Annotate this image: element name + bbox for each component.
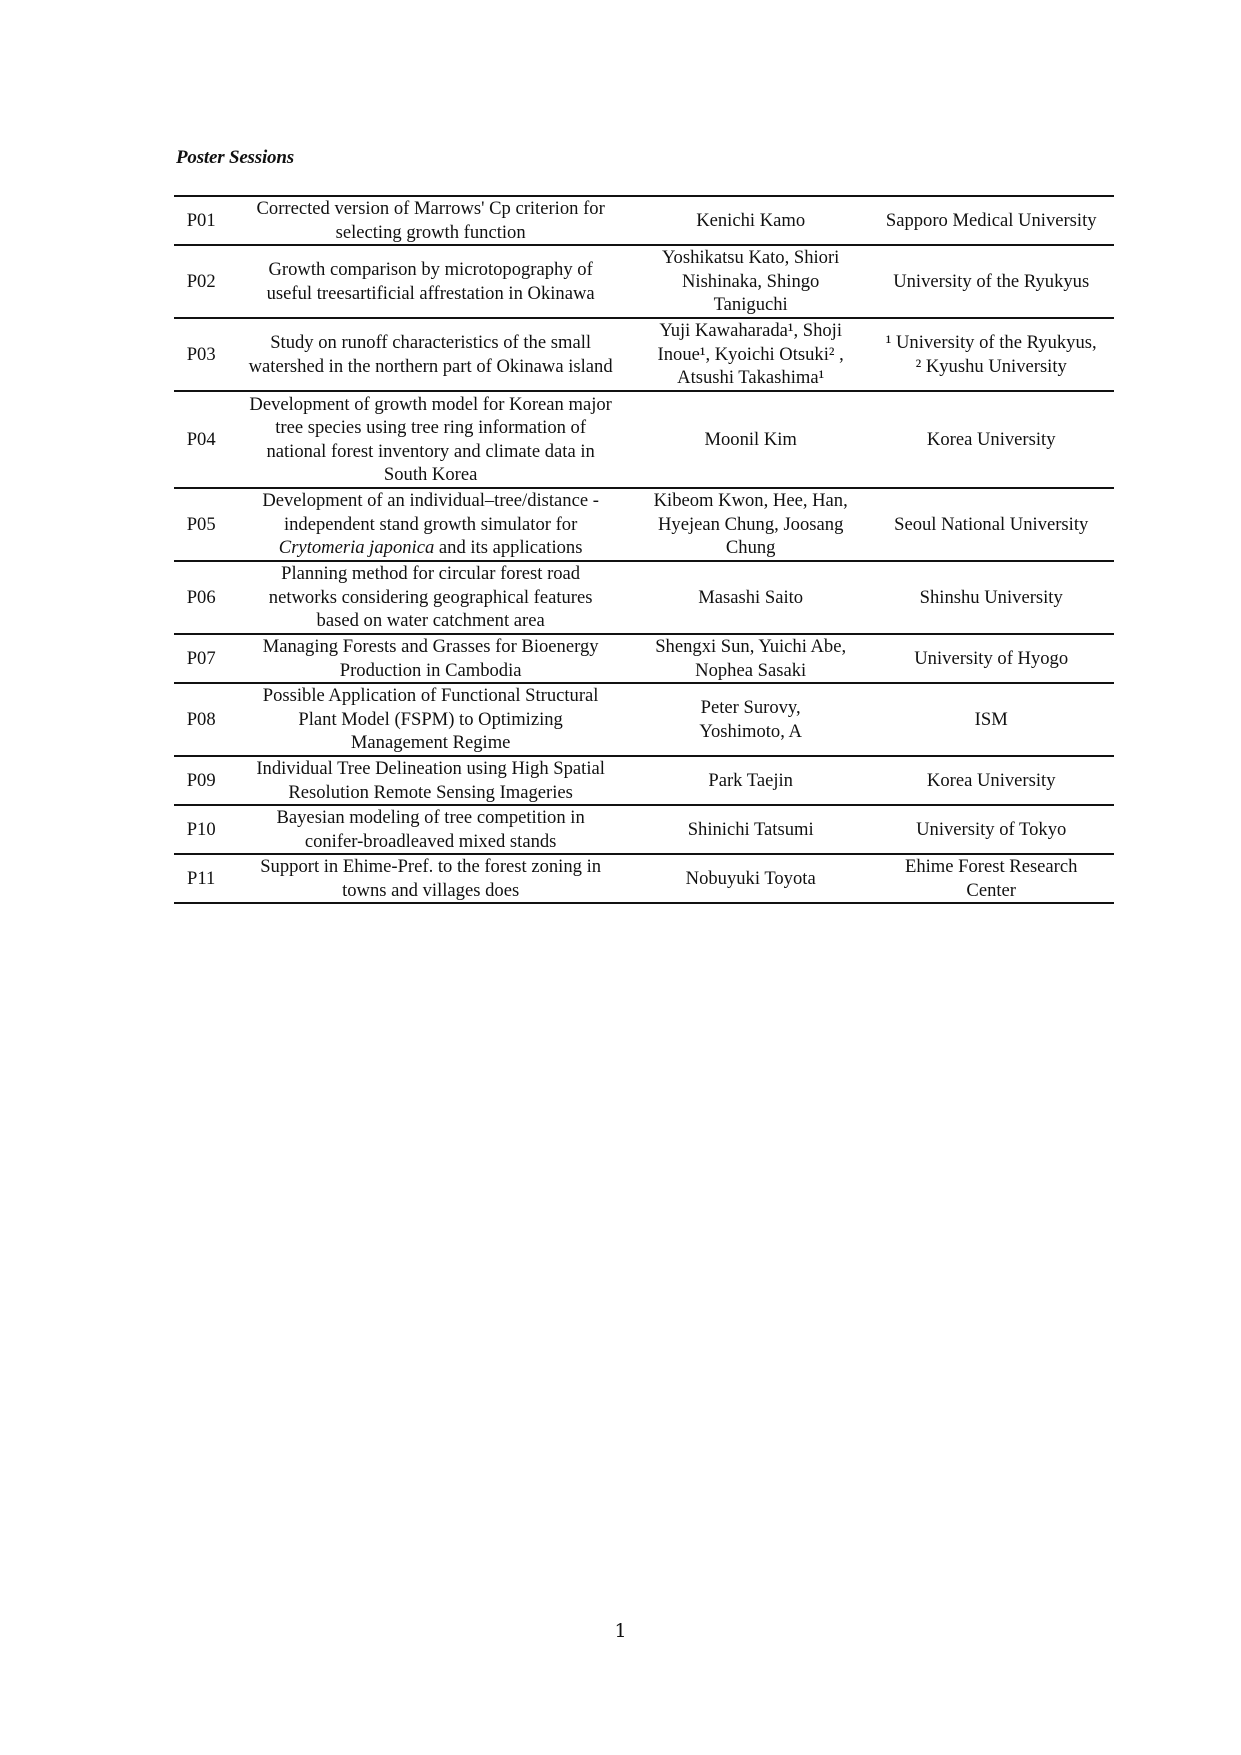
table-row: [174, 756, 1114, 805]
poster-affiliation-line: University of Hyogo: [914, 647, 1069, 669]
poster-code: P07: [174, 634, 228, 683]
poster-affiliation: [868, 805, 1114, 854]
poster-title-line: Resolution Remote Sensing Imageries: [288, 781, 573, 803]
poster-authors-line: Nobuyuki Toyota: [685, 867, 816, 889]
poster-authors-line: Nishinaka, Shingo: [681, 270, 820, 292]
poster-authors-line: Kenichi Kamo: [696, 209, 806, 231]
poster-code: P02: [174, 245, 228, 318]
poster-title: [228, 488, 633, 561]
poster-title-line: Possible Application of Functional Structural: [262, 685, 599, 707]
poster-affiliation-line: Sapporo Medical University: [885, 209, 1097, 231]
poster-authors-line: Yoshikatsu Kato, Shiori: [661, 247, 840, 269]
table-row: [174, 561, 1114, 634]
poster-title-line: Corrected version of Marrows' Cp criterion for: [256, 198, 605, 219]
poster-authors-line: Masashi Saito: [698, 586, 804, 608]
poster-authors: [633, 561, 869, 634]
poster-authors-line: Park Taejin: [708, 769, 793, 791]
poster-code: P01: [174, 196, 228, 245]
poster-authors: [633, 318, 869, 391]
poster-title-line: networks considering geographical features: [268, 586, 593, 608]
poster-affiliation: [868, 561, 1114, 634]
poster-title: [228, 634, 633, 683]
poster-authors-line: Hyejean Chung, Joosang: [657, 513, 844, 535]
poster-title-line: Bayesian modeling of tree competition in: [276, 807, 585, 828]
poster-title-line: Development of an individual–tree/distance -: [262, 490, 599, 512]
table-row: [174, 683, 1114, 756]
table-row: [174, 805, 1114, 854]
poster-affiliation-line: ² Kyushu University: [915, 355, 1067, 377]
poster-authors-line: Chung: [725, 537, 776, 559]
poster-title-line: national forest inventory and climate data in: [266, 440, 595, 462]
poster-affiliation-line: Korea University: [926, 428, 1056, 450]
poster-title-line: Individual Tree Delineation using High Spatial: [256, 758, 605, 779]
poster-affiliation: [868, 854, 1114, 903]
poster-title-line: based on water catchment area: [316, 610, 545, 632]
poster-title: [228, 805, 633, 854]
poster-affiliation-line: Ehime Forest Research: [904, 856, 1078, 877]
poster-code: P09: [174, 756, 228, 805]
poster-authors: [633, 245, 869, 318]
poster-affiliation-line: ISM: [974, 708, 1008, 730]
poster-title-tail: and its applications: [434, 537, 583, 559]
table-body: [174, 196, 1114, 903]
poster-title-line: Managing Forests and Grasses for Bioenergy: [262, 636, 599, 657]
poster-affiliation: [868, 488, 1114, 561]
poster-title-line: Planning method for circular forest road: [281, 563, 581, 585]
poster-authors: [633, 391, 869, 488]
poster-title: [228, 756, 633, 805]
table-row: [174, 245, 1114, 318]
poster-title-line: Study on runoff characteristics of the small: [270, 332, 592, 353]
table-row: [174, 196, 1114, 245]
poster-affiliation: [868, 683, 1114, 756]
poster-authors-line: Yuji Kawaharada¹, Shoji: [659, 320, 843, 342]
poster-affiliation-line: Shinshu University: [919, 586, 1063, 608]
poster-authors-line: Taniguchi: [713, 294, 788, 316]
poster-authors-line: Shinichi Tatsumi: [687, 818, 814, 840]
poster-title-line: Development of growth model for Korean major: [249, 393, 612, 415]
poster-authors-line: Kibeom Kwon, Hee, Han,: [653, 490, 848, 512]
table-row: [174, 391, 1114, 488]
poster-title: [228, 245, 633, 318]
poster-affiliation: [868, 391, 1114, 488]
poster-authors-line: Peter Surovy,: [700, 697, 801, 718]
poster-title: [228, 318, 633, 391]
species-name: Crytomeria japonica: [278, 537, 435, 559]
poster-authors: [633, 683, 869, 756]
poster-title-line: tree species using tree ring information of: [275, 417, 587, 438]
section-heading: Poster Sessions: [176, 147, 294, 168]
poster-title-line: useful treesartificial affrestation in Okinawa: [266, 282, 595, 304]
poster-affiliation: [868, 196, 1114, 245]
poster-authors-line: Yoshimoto, A: [699, 720, 802, 742]
poster-authors: [633, 756, 869, 805]
poster-title: [228, 561, 633, 634]
table-row: [174, 318, 1114, 391]
poster-title-line: towns and villages does: [342, 879, 520, 901]
poster-code: P10: [174, 805, 228, 854]
poster-authors: [633, 634, 869, 683]
poster-affiliation: [868, 634, 1114, 683]
poster-title-line: Management Regime: [350, 732, 511, 754]
table-row: [174, 854, 1114, 903]
poster-title-line: independent stand growth simulator for: [283, 513, 578, 535]
poster-authors: [633, 488, 869, 561]
poster-affiliation-line: University of the Ryukyus: [893, 270, 1090, 292]
poster-affiliation-line: ¹ University of the Ryukyus,: [885, 332, 1097, 353]
poster-title-line: Growth comparison by microtopography of: [268, 259, 593, 280]
poster-authors-line: Inoue¹, Kyoichi Otsuki² ,: [657, 343, 844, 365]
poster-code: P11: [174, 854, 228, 903]
poster-affiliation: [868, 318, 1114, 391]
poster-affiliation-line: University of Tokyo: [916, 818, 1067, 840]
poster-affiliation-line: Korea University: [926, 769, 1056, 791]
poster-affiliation-line: Seoul National University: [894, 513, 1089, 535]
poster-title: [228, 391, 633, 488]
poster-code: P06: [174, 561, 228, 634]
poster-title-line: conifer-broadleaved mixed stands: [304, 830, 557, 852]
table-row: [174, 488, 1114, 561]
poster-authors-line: Moonil Kim: [704, 428, 797, 450]
poster-title-line: [231, 536, 630, 560]
poster-title: [228, 854, 633, 903]
poster-code: P08: [174, 683, 228, 756]
poster-title-line: Plant Model (FSPM) to Optimizing: [298, 708, 563, 730]
poster-title-line: Production in Cambodia: [339, 659, 522, 681]
poster-title-line: Support in Ehime-Pref. to the forest zoning in: [260, 856, 602, 877]
poster-authors: [633, 854, 869, 903]
poster-affiliation: [868, 245, 1114, 318]
poster-sessions-table: [174, 195, 1114, 904]
poster-title: [228, 683, 633, 756]
poster-code: P04: [174, 391, 228, 488]
poster-code: P05: [174, 488, 228, 561]
poster-authors-line: Nophea Sasaki: [695, 659, 807, 681]
poster-title-line: selecting growth function: [335, 221, 526, 243]
poster-title-line: South Korea: [383, 464, 478, 485]
page-number: 1: [614, 1620, 627, 1642]
table-row: [174, 634, 1114, 683]
poster-code: P03: [174, 318, 228, 391]
poster-authors-line: Atsushi Takashima¹: [677, 367, 825, 389]
poster-title: [228, 196, 633, 245]
poster-affiliation-line: Center: [966, 879, 1016, 901]
poster-authors: [633, 196, 869, 245]
poster-affiliation: [868, 756, 1114, 805]
poster-title-line: watershed in the northern part of Okinawa island: [248, 355, 613, 377]
poster-authors: [633, 805, 869, 854]
poster-authors-line: Shengxi Sun, Yuichi Abe,: [655, 636, 847, 657]
